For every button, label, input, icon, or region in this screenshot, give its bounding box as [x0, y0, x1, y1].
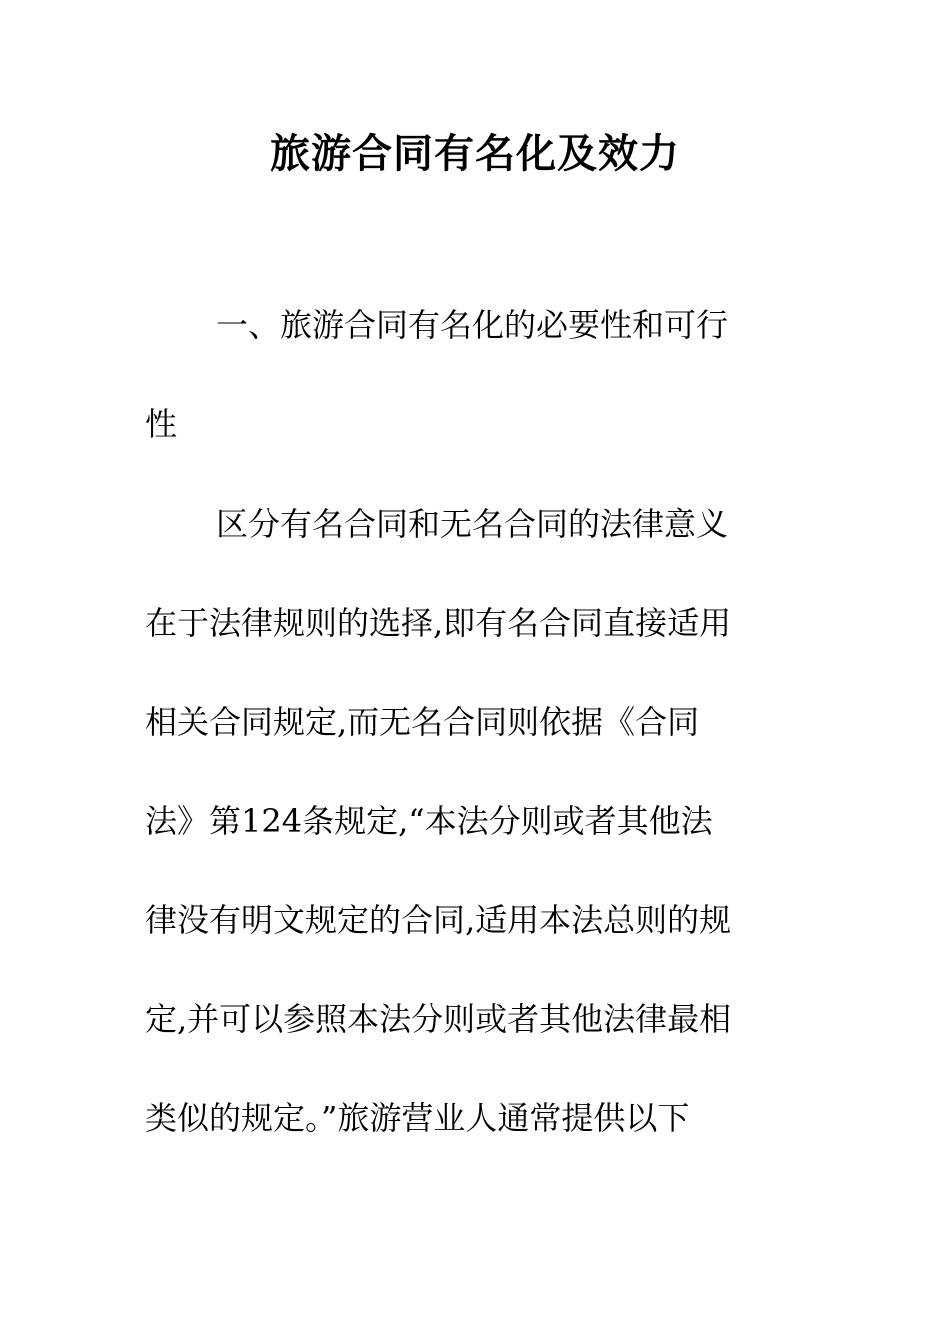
paragraph-line: 定,并可以参照本法分则或者其他法律最相: [145, 1000, 732, 1038]
section-heading: [145, 276, 795, 474]
paragraph-line: 在于法律规则的选择,即有名合同直接适用: [145, 604, 732, 642]
document-title: 旅游合同有名化及效力: [270, 130, 680, 177]
paragraph-line: 区分有名合同和无名合同的法律意义: [216, 505, 729, 543]
paragraph-line: 律没有明文规定的合同,适用本法总则的规: [145, 901, 732, 939]
paragraph-line: 法》第124条规定,“本法分则或者其他法: [145, 802, 713, 840]
body-paragraph: [145, 475, 795, 1168]
section-heading-line: 一、旅游合同有名化的必要性和可行: [216, 306, 729, 344]
paragraph-line: 相关合同规定,而无名合同则依据《合同: [145, 703, 700, 741]
paragraph-line: 类似的规定。”旅游营业人通常提供以下: [145, 1099, 690, 1137]
section-heading-line: 性: [145, 405, 178, 443]
